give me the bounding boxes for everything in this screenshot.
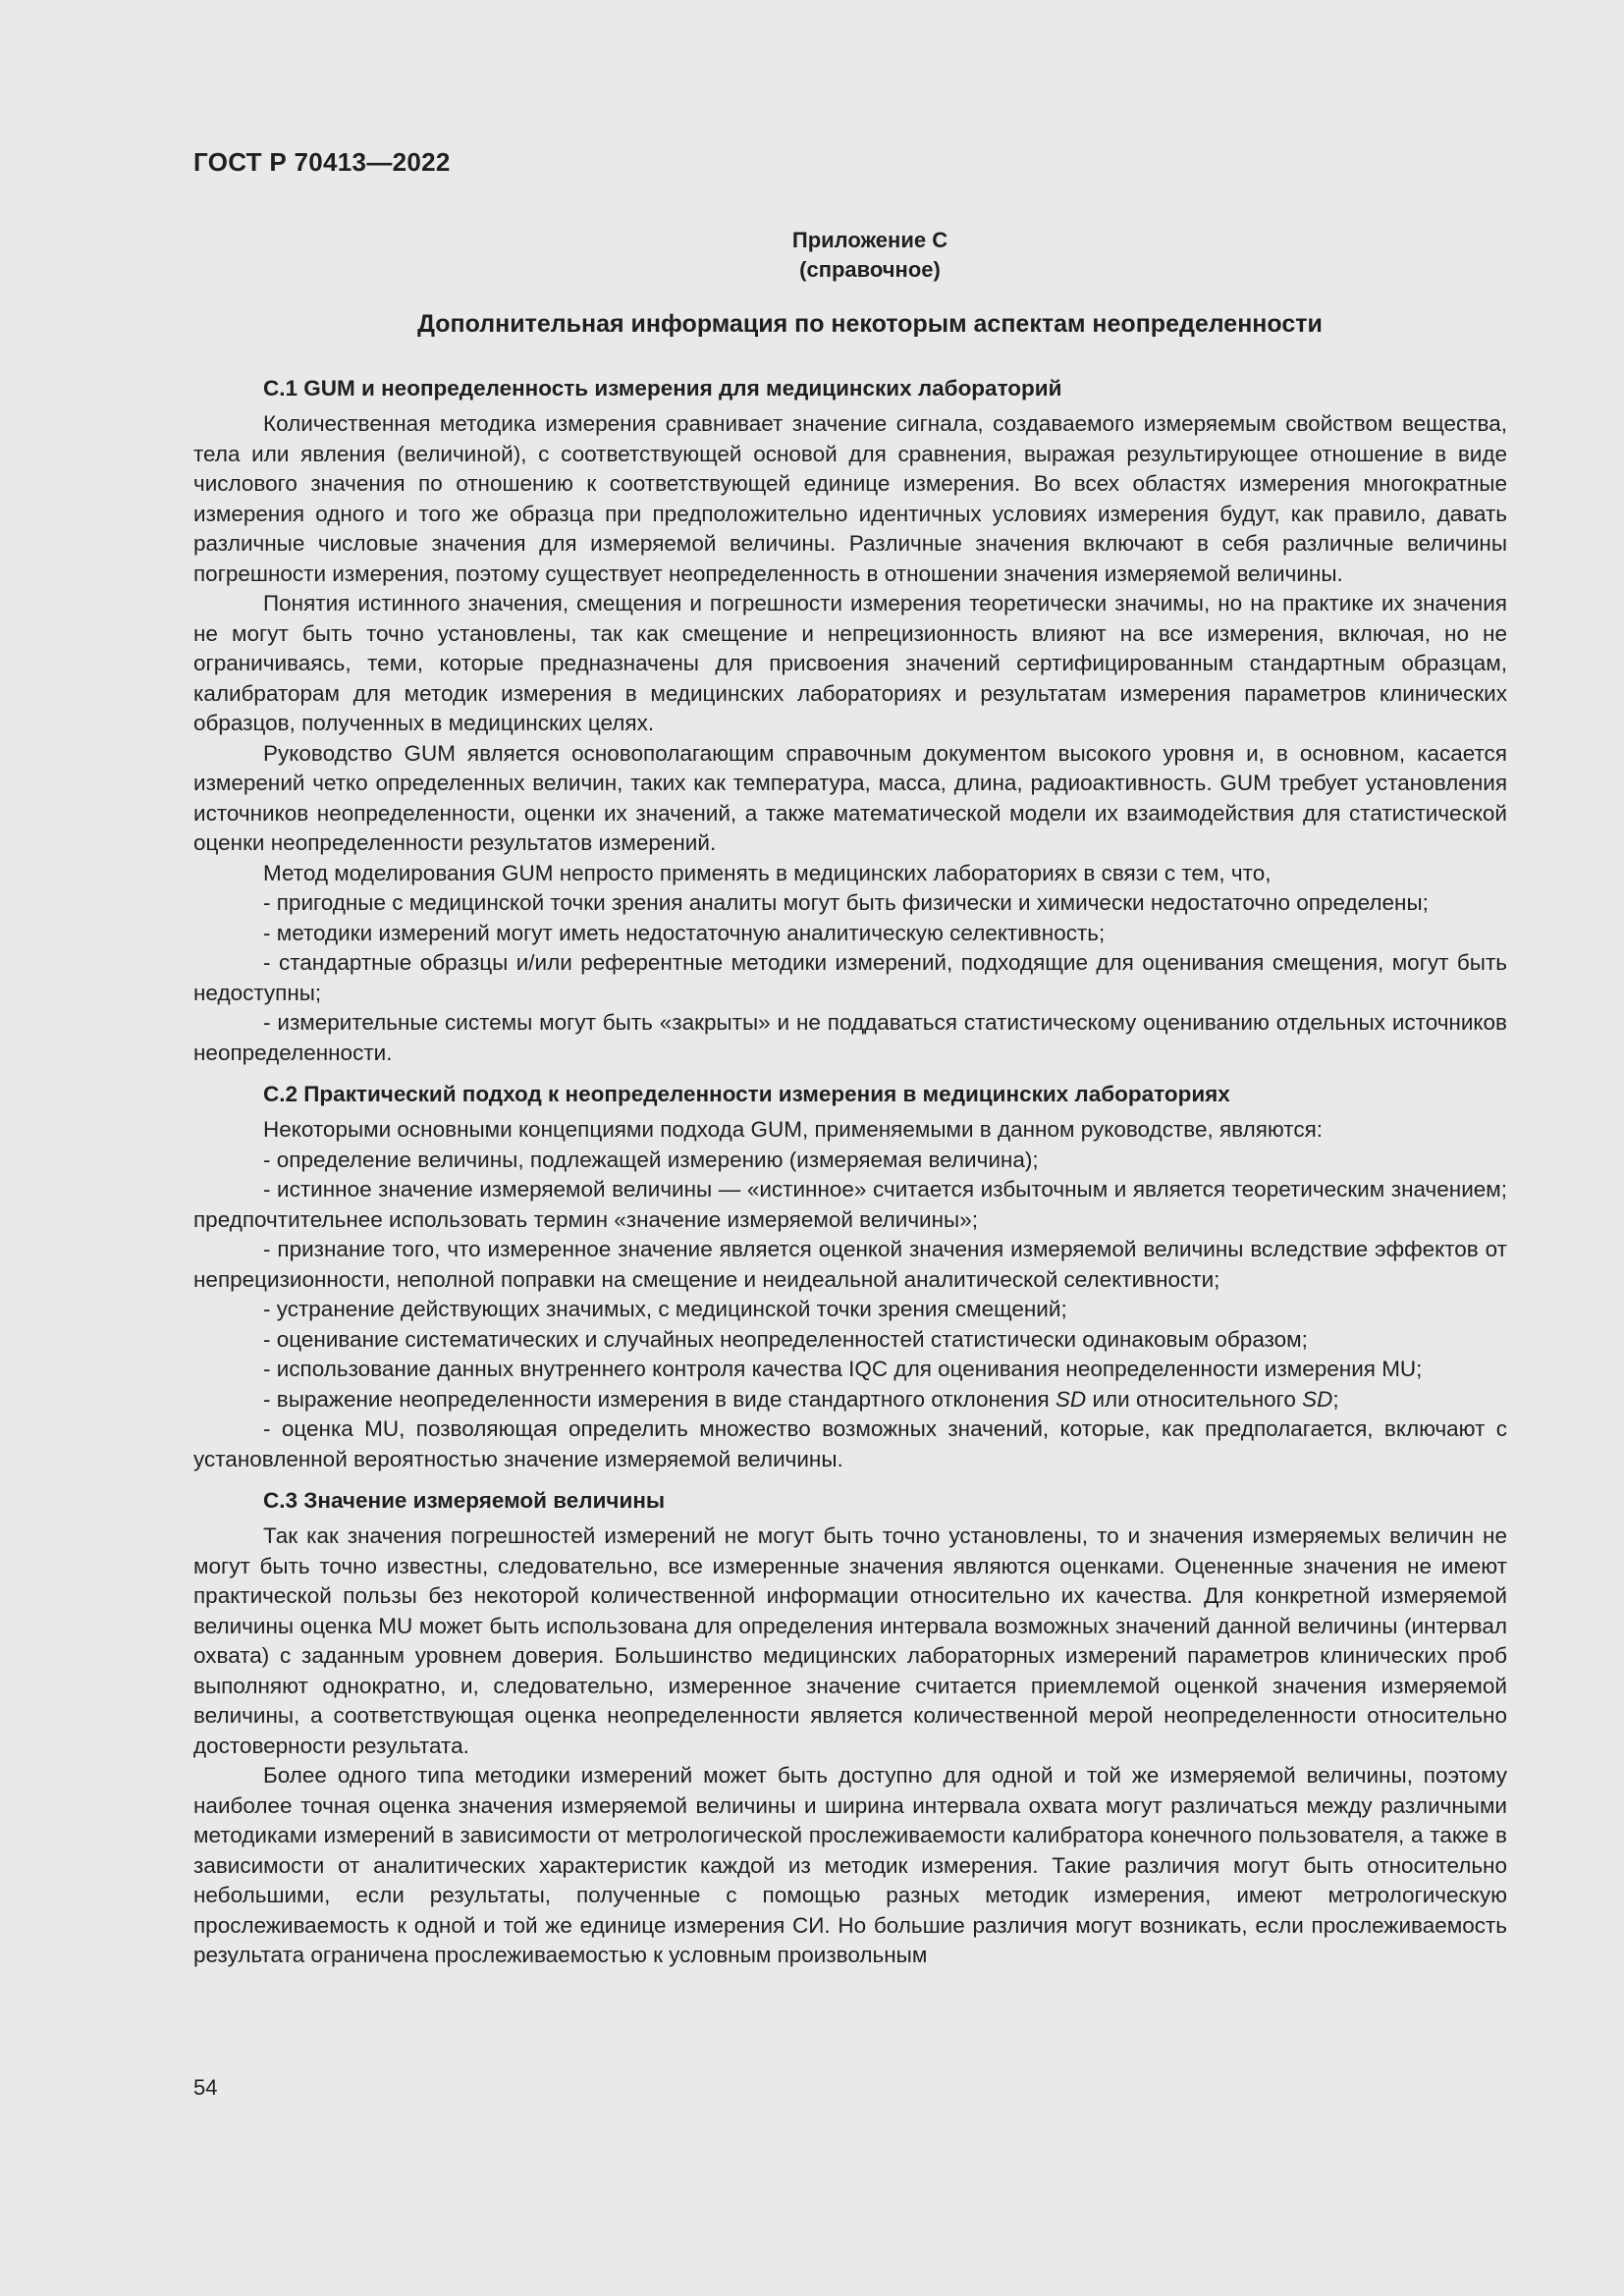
list-item: - истинное значение измеряемой величины — «истинное» считается избыточным и является теоретическим значением; предпочтительнее использовать термин «значение измеряемой величины»; [193, 1177, 1507, 1232]
list-item [193, 1385, 1507, 1415]
paragraph: Некоторыми основными концепциями подхода GUM, применяемыми в данном руководстве, являются: [263, 1117, 1324, 1142]
section-heading-c2: С.2 Практический подход к неопределенности измерения в медицинских лабораториях [263, 1082, 1230, 1106]
list-item: - оценивание систематических и случайных неопределенностей статистически одинаковым образом; [263, 1326, 1308, 1352]
annex-label: Приложение С [791, 228, 948, 252]
list-item: - измерительные системы могут быть «закрыты» и не поддаваться статистическому оцениванию отдельных источников неопределенности. [193, 1010, 1507, 1065]
document-code: ГОСТ Р 70413—2022 [193, 147, 451, 177]
page-number: 54 [193, 2075, 218, 2100]
section-heading-c1: С.1 GUM и неопределенность измерения для медицинских лабораторий [263, 376, 1062, 400]
paragraph: Метод моделирования GUM непросто применять в медицинских лабораториях в связи с тем, что, [263, 860, 1272, 885]
paragraph: Более одного типа методики измерений может быть доступно для одной и той же измеряемой величины, поэтому наиболее точная оценка значения измеряемой величины и ширина интервала охвата могут различаться между различными методиками измерений в зависимости от метрологической прослеживаемости калибратора конечного пользователя, а также в зависимости от аналитических характеристик каждой из методик измерения. Такие различия могут быть относительно небольшими, если результаты, полученные с помощью разных методик измерения, имеют метрологическую прослеживаемость к одной и той же единице измерения СИ. Но большие различия могут возникать, если прослеживаемость результата ограничена прослеживаемостью к условным произвольным [193, 1763, 1507, 1967]
page-content [193, 226, 1507, 1971]
list-item: - устранение действующих значимых, с медицинской точки зрения смещений; [263, 1297, 1067, 1321]
list-item: - методики измерений могут иметь недостаточную аналитическую селективность; [263, 920, 1106, 945]
list-item: - оценка MU, позволяющая определить множество возможных значений, которые, как предполагается, включают с установленной вероятностью значение измеряемой величины. [193, 1416, 1507, 1471]
list-item-text: или относительного [1086, 1386, 1303, 1412]
list-item-text: ; [1332, 1386, 1339, 1412]
sd-term: SD [1302, 1386, 1333, 1412]
sd-term: SD [1055, 1386, 1087, 1412]
list-item: - признание того, что измеренное значение является оценкой значения измеряемой величины вследствие эффектов от непрецизионности, неполной поправки на смещение и неидеальной аналитической селективности; [193, 1237, 1507, 1292]
paragraph: Руководство GUM является основополагающим справочным документом высокого уровня и, в основном, касается измерений четко определенных величин, таких как температура, масса, длина, радиоактивность. GUM требует установления источников неопределенности, оценки их значений, а также математической модели их взаимодействия для статистической оценки неопределенности результатов измерений. [193, 740, 1507, 855]
paragraph: Так как значения погрешностей измерений не могут быть точно установлены, то и значения измеряемых величин не могут быть точно известны, следовательно, все измеренные значения являются оценками. Оцененные значения не имеют практической пользы без некоторой количественной информации относительно их качества. Для конкретной измеряемой величины оценка MU может быть использована для определения интервала возможных значений данной величины (интервал охвата) с заданным уровнем доверия. Большинство медицинских лабораторных измерений параметров клинических проб выполняют однократно, и, следовательно, измеренное значение считается приемлемой оценкой значения измеряемой величины, а соответствующая оценка неопределенности является количественной мерой неопределенности относительно достоверности результата. [193, 1523, 1507, 1758]
paragraph: Количественная методика измерения сравнивает значение сигнала, создаваемого измеряемым свойством вещества, тела или явления (величиной), с соответствующей основой для сравнения, выражая результирующее отношение в виде числового значения по отношению к соответствующей единице измерения. Во всех областях измерения многократные измерения одного и того же образца при предположительно идентичных условиях измерения будут, как правило, давать различные числовые значения для измеряемой величины. Различные значения включают в себя различные величины погрешности измерения, поэтому существует неопределенность в отношении значения измеряемой величины. [193, 411, 1507, 586]
list-item-text: - выражение неопределенности измерения в виде стандартного отклонения [263, 1386, 1056, 1412]
list-item: - использование данных внутреннего контроля качества IQC для оценивания неопределенности измерения MU; [263, 1357, 1423, 1381]
section-heading-c3: С.3 Значение измеряемой величины [263, 1488, 666, 1513]
annex-type: (справочное) [799, 257, 941, 282]
annex-heading: Дополнительная информация по некоторым аспектам неопределенности [417, 310, 1323, 338]
list-item: - определение величины, подлежащей измерению (измеряемая величина); [263, 1147, 1039, 1172]
paragraph: Понятия истинного значения, смещения и погрешности измерения теоретически значимы, но на практике их значения не могут быть точно установлены, так как смещение и непрецизионность влияют на все измерения, включая, но не ограничиваясь, теми, которые предназначены для присвоения значений сертифицированным стандартным образцам, калибраторам для методик измерения в медицинских лабораториях и результатам измерения параметров клинических образцов, полученных в медицинских целях. [193, 591, 1507, 735]
list-item: - стандартные образцы и/или референтные методики измерений, подходящие для оценивания смещения, могут быть недоступны; [193, 950, 1507, 1005]
list-item: - пригодные с медицинской точки зрения аналиты могут быть физически и химически недостаточно определены; [263, 890, 1429, 915]
